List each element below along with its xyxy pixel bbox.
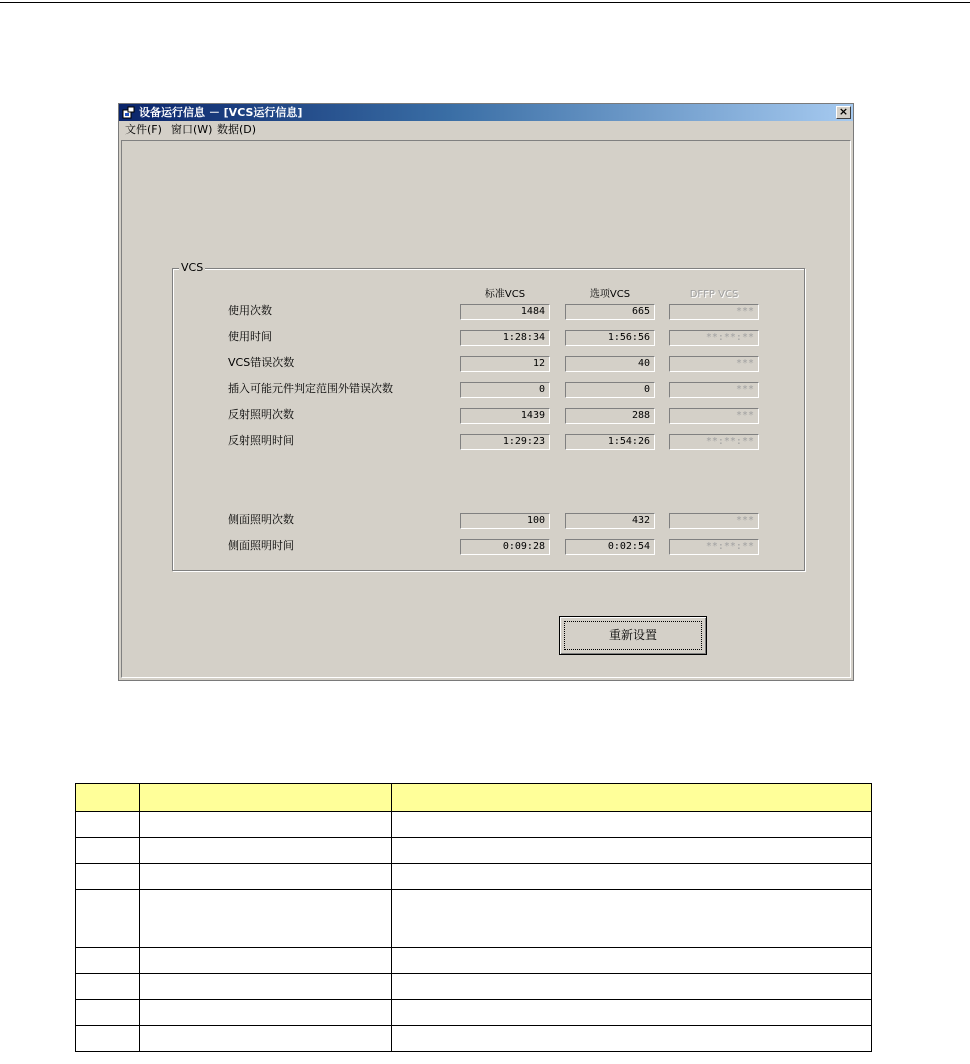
- field-standard-side-light-time: 0:09:28: [460, 539, 550, 555]
- table-cell: [139, 812, 391, 838]
- column-header-option-vcs: 选项VCS: [589, 289, 631, 300]
- field-dffp-side-light-count: ***: [669, 513, 759, 529]
- close-icon: ×: [838, 105, 849, 118]
- reset-button[interactable]: [559, 616, 707, 655]
- menu-file[interactable]: 文件(F): [125, 123, 162, 136]
- table-cell: [391, 948, 871, 974]
- field-option-use-time: 1:56:56: [565, 330, 655, 346]
- table-cell: [391, 864, 871, 890]
- field-standard-use-time: 1:28:34: [460, 330, 550, 346]
- menu-bar: [119, 121, 853, 138]
- table-cell: [391, 1026, 871, 1052]
- close-button[interactable]: [836, 106, 851, 119]
- table-row: [76, 948, 872, 974]
- field-option-out-of-range-error-count: 0: [565, 382, 655, 398]
- reset-button-label: 重新设置: [608, 628, 657, 642]
- page-top-rule: [0, 2, 970, 3]
- table-cell: [391, 812, 871, 838]
- menu-data[interactable]: 数据(D): [217, 123, 257, 136]
- field-option-side-light-count: 432: [565, 513, 655, 529]
- table-cell: [391, 1000, 871, 1026]
- table-row: [76, 838, 872, 864]
- field-option-use-count: 665: [565, 304, 655, 320]
- field-dffp-reflect-light-count: ***: [669, 408, 759, 424]
- table-row: [76, 1026, 872, 1052]
- field-standard-use-count: 1484: [460, 304, 550, 320]
- field-standard-out-of-range-error-count: 0: [460, 382, 550, 398]
- column-header-standard-vcs: 标准VCS: [484, 289, 526, 300]
- field-standard-reflect-light-count: 1439: [460, 408, 550, 424]
- table-cell: [139, 948, 391, 974]
- row-label-reflect-light-count: 反射照明次数: [228, 408, 294, 421]
- field-option-reflect-light-count: 288: [565, 408, 655, 424]
- table-row: [76, 1000, 872, 1026]
- field-dffp-use-time: **:**:**: [669, 330, 759, 346]
- title-bar[interactable]: [119, 104, 853, 121]
- table-cell: [139, 838, 391, 864]
- field-option-side-light-time: 0:02:54: [565, 539, 655, 555]
- table-header-cell: [139, 784, 391, 812]
- field-standard-reflect-light-time: 1:29:23: [460, 434, 550, 450]
- table-cell: [139, 1026, 391, 1052]
- table-cell: [76, 948, 140, 974]
- row-label-use-time: 使用时间: [228, 330, 272, 343]
- groupbox-label: VCS: [181, 261, 204, 274]
- field-standard-side-light-count: 100: [460, 513, 550, 529]
- table-cell: [76, 974, 140, 1000]
- description-table: [75, 783, 872, 1052]
- field-dffp-reflect-light-time: **:**:**: [669, 434, 759, 450]
- table-cell: [139, 1000, 391, 1026]
- client-area: [121, 140, 851, 678]
- table-cell: [76, 1026, 140, 1052]
- table-header-row: [76, 784, 872, 812]
- field-option-reflect-light-time: 1:54:26: [565, 434, 655, 450]
- table-cell: [391, 838, 871, 864]
- row-label-vcs-error-count: VCS错误次数: [228, 356, 295, 369]
- menu-window[interactable]: 窗口(W): [171, 123, 213, 136]
- focus-rect: [564, 621, 702, 650]
- vcs-info-window: [118, 103, 854, 681]
- field-dffp-vcs-error-count: ***: [669, 356, 759, 372]
- table-cell: [76, 812, 140, 838]
- app-icon: [122, 106, 135, 119]
- table-row: [76, 864, 872, 890]
- table-row: [76, 812, 872, 838]
- row-label-side-light-time: 侧面照明时间: [228, 539, 294, 552]
- table-cell: [76, 1000, 140, 1026]
- row-label-side-light-count: 侧面照明次数: [228, 513, 294, 526]
- table-row: [76, 974, 872, 1000]
- column-header-dffp-vcs: DFFP VCS: [689, 289, 739, 300]
- window-title: 设备运行信息 － [VCS运行信息]: [139, 106, 303, 119]
- table-cell: [76, 864, 140, 890]
- table-row: [76, 890, 872, 948]
- table-header-cell: [391, 784, 871, 812]
- table-cell: [139, 974, 391, 1000]
- field-dffp-use-count: ***: [669, 304, 759, 320]
- table-cell: [391, 890, 871, 948]
- field-dffp-side-light-time: **:**:**: [669, 539, 759, 555]
- table-cell: [139, 890, 391, 948]
- table-cell: [391, 974, 871, 1000]
- table-cell: [139, 864, 391, 890]
- row-label-use-count: 使用次数: [228, 304, 272, 317]
- table-cell: [76, 890, 140, 948]
- table-header-cell: [76, 784, 140, 812]
- table-cell: [76, 838, 140, 864]
- row-label-reflect-light-time: 反射照明时间: [228, 434, 294, 447]
- field-option-vcs-error-count: 40: [565, 356, 655, 372]
- field-standard-vcs-error-count: 12: [460, 356, 550, 372]
- field-dffp-out-of-range-error-count: ***: [669, 382, 759, 398]
- row-label-out-of-range-error-count: 插入可能元件判定范围外错误次数: [228, 382, 393, 395]
